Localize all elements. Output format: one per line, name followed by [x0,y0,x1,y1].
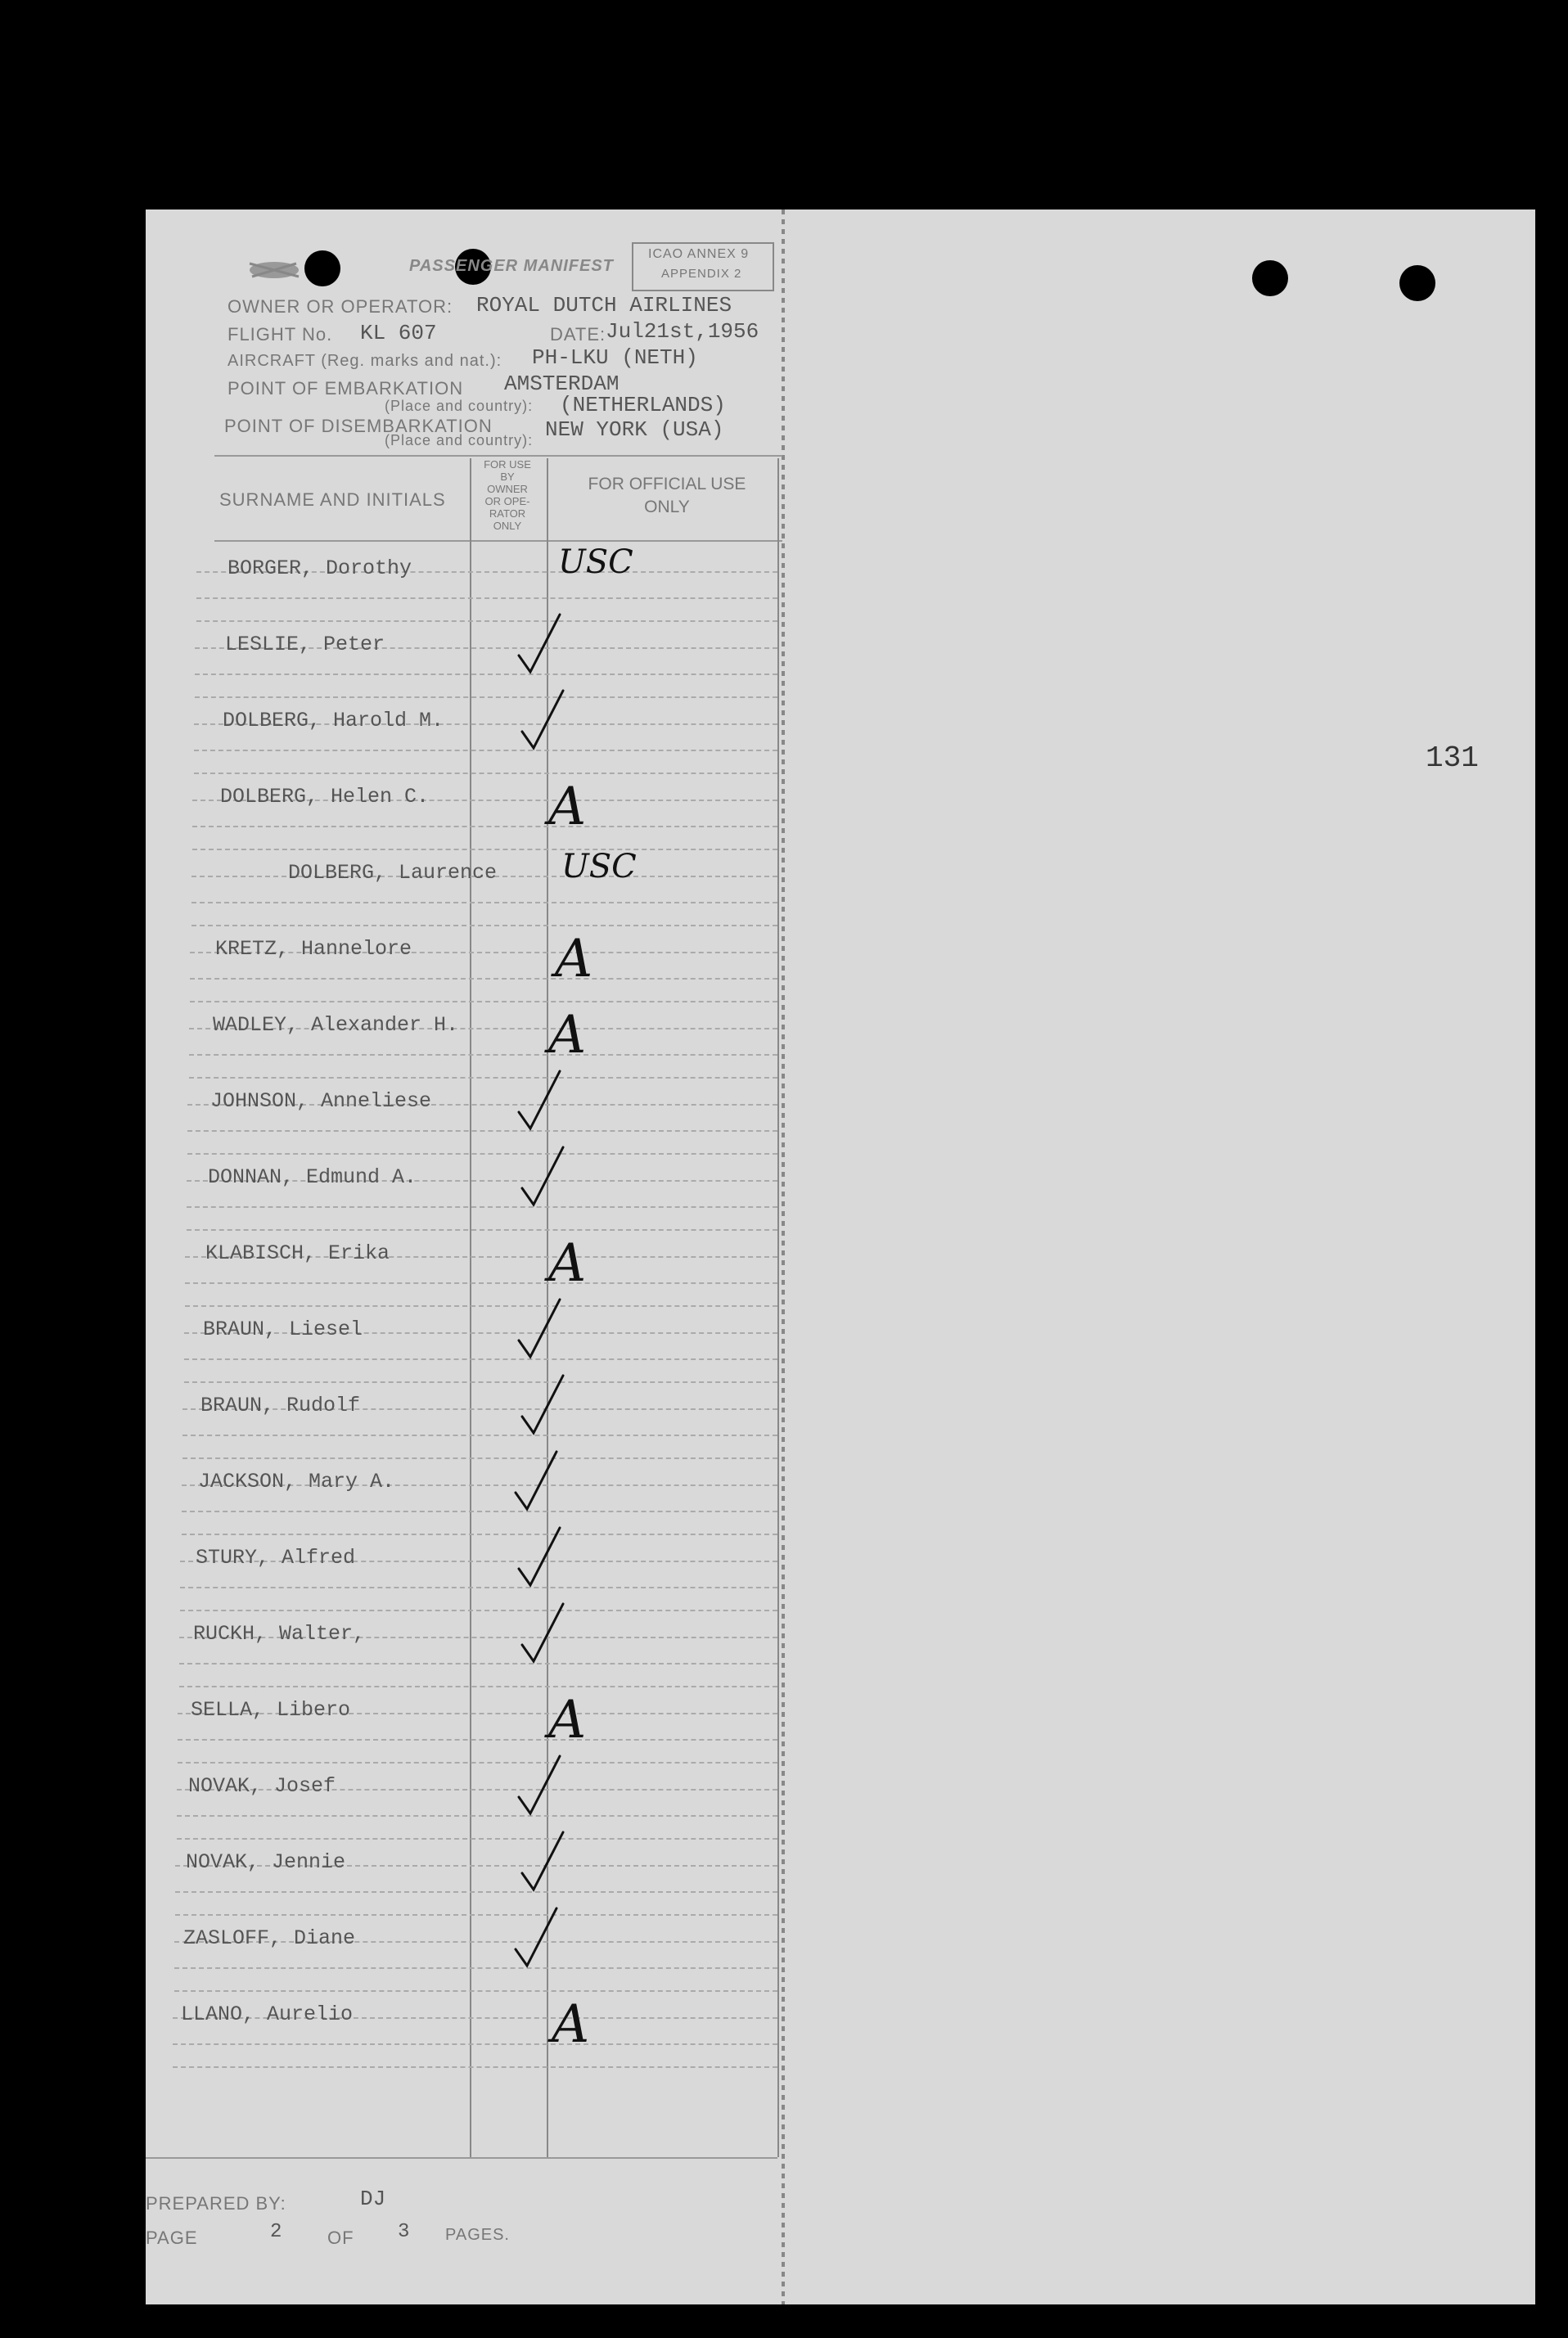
row-rule [196,620,777,622]
admitted-mark [507,1215,622,1294]
admitted-mark-letter: A [548,1005,587,1065]
row-rule [180,1610,777,1611]
row-rule [190,1001,777,1002]
admitted-mark [514,911,629,989]
usc-mark-text: USC [558,543,633,581]
row-rule [182,1534,777,1535]
passenger-name: DOLBERG, Helen C. [220,785,430,809]
passenger-name: JACKSON, Mary A. [198,1470,395,1493]
row-rule [191,925,777,926]
row-rule [177,1815,777,1817]
passenger-name: WADLEY, Alexander H. [213,1013,459,1037]
row-rule [192,849,777,850]
perforation-line [782,209,785,2304]
page-number: 2 [270,2221,282,2243]
embarkation-country: (NETHERLANDS) [560,393,726,417]
admitted-mark [507,987,622,1065]
row-rule [190,978,777,980]
annex-line-1: ICAO ANNEX 9 [648,247,750,261]
row-rule [187,1206,777,1208]
usc-mark [507,530,633,604]
punch-hole [304,250,340,286]
prepared-by-value: DJ [360,2187,386,2211]
usc-mark [511,835,637,908]
passenger-name: ZASLOFF, Diane [183,1926,356,1950]
date-label: DATE: [550,324,606,345]
column-header-owner-line: ONLY [493,520,522,532]
of-label: OF [327,2228,354,2248]
admitted-mark-letter: A [555,929,593,989]
row-rule [189,1054,777,1056]
embarkation-place-country: (Place and country): [385,398,534,414]
check-mark [514,682,629,756]
airline-logo [246,252,303,285]
admitted-mark [511,1976,625,2055]
disembarkation-place-country: (Place and country): [385,432,534,448]
column-header-official-line: ONLY [644,498,690,516]
row-rule [191,902,777,903]
page-total: 3 [398,2221,410,2243]
check-mark [507,1444,622,1517]
passenger-name: BRAUN, Rudolf [201,1394,361,1417]
disembarkation-value: NEW YORK (USA) [545,417,724,442]
passenger-name: DOLBERG, Laurence [288,861,498,885]
passenger-name: KLABISCH, Erika [205,1241,390,1265]
check-mark [511,606,625,680]
column-header-owner [470,458,545,532]
table-header-rule [214,540,782,542]
row-rule [194,773,777,774]
embarkation-value: AMSTERDAM [504,372,620,396]
check-mark [511,1520,625,1593]
flight-value: KL 607 [360,321,437,345]
aircraft-value: PH-LKU (NETH) [532,345,698,370]
passenger-name: STURY, Alfred [196,1546,356,1570]
row-rule [184,1358,777,1360]
embarkation-label: POINT OF EMBARKATION [228,378,464,399]
usc-mark-text: USC [561,848,637,885]
passenger-name: NOVAK, Jennie [186,1850,346,1874]
row-rule [185,1282,777,1284]
row-rule [173,2066,777,2068]
disembarkation-label: POINT OF DISEMBARKATION [224,416,493,436]
row-rule [178,1762,777,1764]
passenger-name: DONNAN, Edmund A. [208,1165,417,1189]
page-label: PAGE [146,2228,198,2248]
passenger-name: SELLA, Libero [191,1698,351,1722]
row-rule [192,826,777,827]
passenger-name: KRETZ, Hannelore [215,937,412,961]
row-rule [182,1511,777,1512]
owner-value: ROYAL DUTCH AIRLINES [476,293,732,318]
row-rule [178,1739,777,1741]
punch-hole [1252,260,1288,296]
check-mark [511,1748,625,1822]
admitted-mark-letter: A [548,1233,587,1294]
passenger-name: RUCKH, Walter, [193,1622,366,1646]
column-header-surname: SURNAME AND INITIALS [219,489,446,510]
passenger-name: LESLIE, Peter [225,633,385,656]
column-header-official [556,473,777,519]
table-bottom-rule [146,2157,777,2159]
admitted-mark [507,759,622,837]
row-rule [177,1838,777,1840]
row-rule [189,1077,777,1079]
column-header-owner-line: BY [500,471,515,483]
column-header-owner-line: RATOR [489,507,526,520]
flight-label: FLIGHT No. [228,324,333,345]
row-rule [187,1130,777,1132]
passenger-name: BRAUN, Liesel [203,1318,363,1341]
row-rule [194,750,777,751]
check-mark [511,1291,625,1365]
aircraft-label: AIRCRAFT (Reg. marks and nat.): [228,352,502,370]
table-top-rule [214,455,782,457]
admitted-mark-letter: A [548,1690,587,1750]
column-header-owner-line: OWNER [487,483,528,495]
check-mark [511,1063,625,1137]
check-mark [514,1139,629,1213]
row-rule [179,1663,777,1665]
owner-label: OWNER OR OPERATOR: [228,296,453,317]
row-rule [173,2043,777,2045]
admitted-mark-letter: A [548,777,587,837]
row-rule [184,1381,777,1383]
punch-hole [1399,265,1435,301]
admitted-mark-letter: A [552,1994,590,2055]
row-rule [196,597,777,599]
side-page-number: 131 [1426,741,1479,775]
check-mark [514,1824,629,1898]
check-mark [514,1596,629,1669]
column-header-owner-line: FOR USE [484,458,531,471]
row-rule [182,1435,777,1436]
row-rule [179,1686,777,1687]
row-rule [187,1153,777,1155]
column-header-official-line: FOR OFFICIAL USE [588,475,746,493]
row-rule [185,1305,777,1307]
passenger-name: LLANO, Aurelio [181,2002,354,2026]
check-mark [507,1900,622,1974]
passenger-name: BORGER, Dorothy [228,556,412,580]
pages-label: PAGES. [445,2226,510,2244]
row-rule [174,1967,777,1969]
row-rule [175,1891,777,1893]
row-rule [174,1990,777,1992]
form-title: PASSENGER MANIFEST [409,257,614,275]
row-rule [175,1914,777,1916]
row-rule [195,673,777,675]
column-header-owner-line: OR OPE- [484,495,530,507]
row-rule [180,1587,777,1588]
table-right-edge [777,458,779,2157]
column-divider-owner-left [470,458,471,2157]
check-mark [514,1367,629,1441]
annex-line-2: APPENDIX 2 [661,267,742,281]
passenger-name: JOHNSON, Anneliese [210,1089,432,1113]
prepared-by-label: PREPARED BY: [146,2193,286,2214]
row-rule [182,1457,777,1459]
admitted-mark [507,1672,622,1750]
date-value: Jul21st,1956 [606,319,759,344]
row-rule [187,1229,777,1231]
passenger-name: DOLBERG, Harold M. [223,709,444,732]
passenger-name: NOVAK, Josef [188,1774,336,1798]
row-rule [195,696,777,698]
